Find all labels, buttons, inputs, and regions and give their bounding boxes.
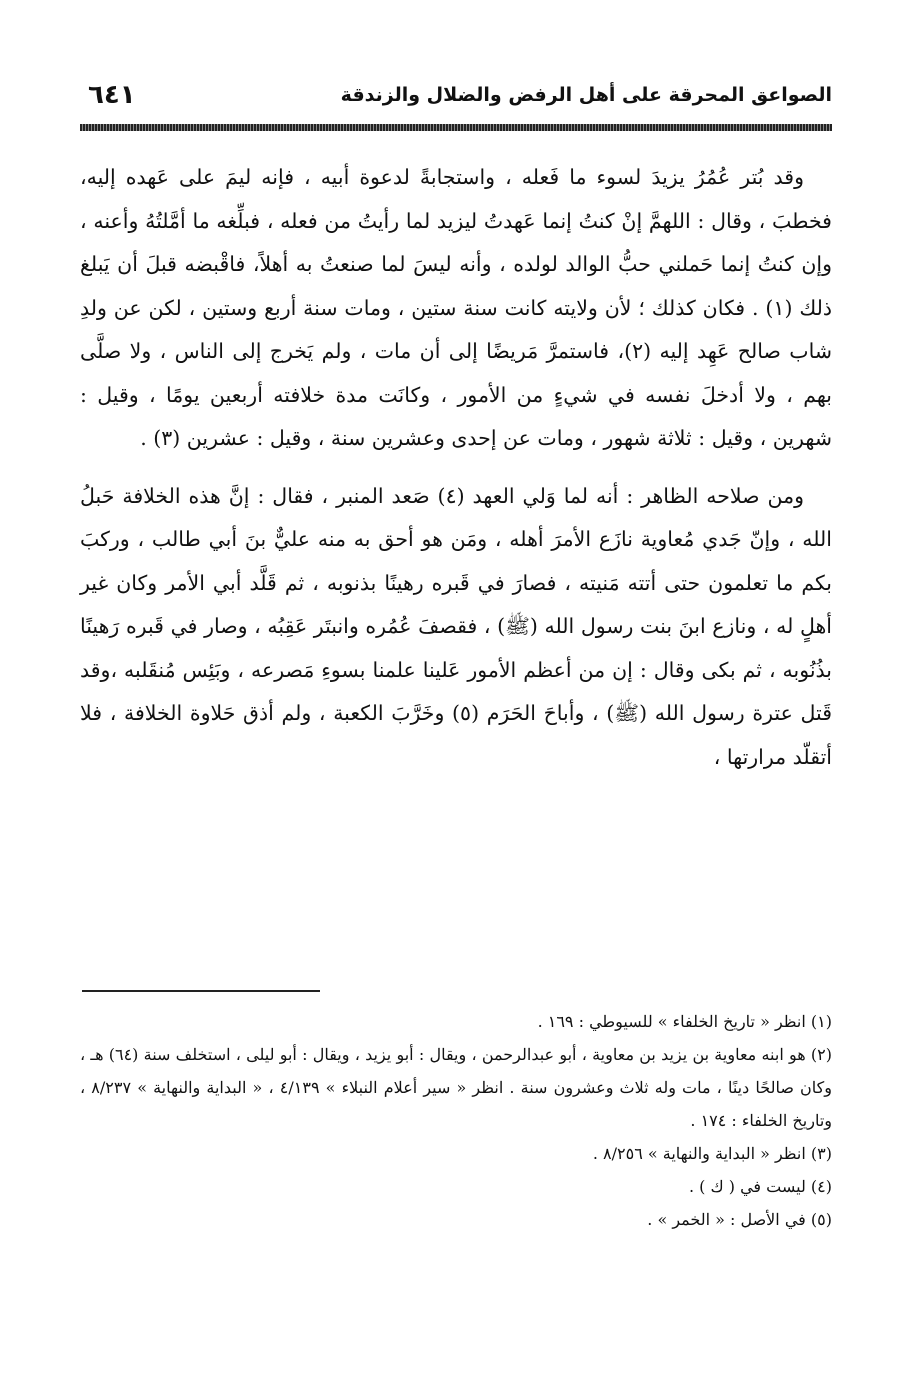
footnotes (80, 1005, 832, 1236)
paragraph: وقد بُتر عُمُرُ يزيدَ لسوء ما فَعله ، واستجابةً لدعوة أبيه ، فإنه ليمَ على عَهده إليه، فخطبَ ، وقال : اللهمَّ إنْ كنتُ إنما عَهدتُ ليزيد لما رأيتُ من فعله ، فبلِّغه ما أمَّلتُهُ وأعنه ، وإن كنتُ إنما حَملني حبُّ الوالد لولده ، وأنه ليسَ لما صنعتُ به أهلاً، فاقْبضه قبلَ أن يَبلغ ذلك (١) . فكان كذلك ؛ لأن ولايته كانت سنة ستين ، ومات سنة أربع وستين ، لكن عن ولدِ شاب صالح عَهِد إليه (٢)، فاستمرَّ مَريضًا إلى أن مات ، ولم يَخرج إلى الناس ، ولا صلَّى بهم ، ولا أدخلَ نفسه في شيءٍ من الأمور ، وكانَت مدة خلافته أربعين يومًا ، وقيل : شهرين ، وقيل : ثلاثة شهور ، ومات عن إحدى وعشرين سنة ، وقيل : عشرين (٣) . (80, 165, 832, 450)
footnote: (٣) انظر « البداية والنهاية » ٨/٢٥٦ . (592, 1144, 832, 1163)
footnote-separator (82, 990, 320, 992)
running-title: الصواعق المحرقة على أهل الرفض والضلال والزندقة (340, 84, 832, 106)
page-header (80, 70, 832, 118)
header-rule (80, 124, 832, 131)
footnote: (٤) ليست في ( ك ) . (688, 1177, 832, 1196)
book-page (80, 70, 833, 1229)
page-number: ٦٤١ (88, 80, 136, 110)
footnote: (٥) في الأصل : « الخمر » . (647, 1210, 832, 1229)
footnote: (٢) هو ابنه معاوية بن يزيد بن معاوية ، أبو عبدالرحمن ، ويقال : أبو يزيد ، ويقال : أبو ليلى ، استخلف سنة (٦٤) هـ ، وكان صالحًا دينًا ، مات وله ثلاث وعشرون سنة . انظر « سير أعلام النبلاء » ٤/١٣٩ ، « البداية والنهاية » ٨/٢٣٧ ، وتاريخ الخلفاء : ١٧٤ . (80, 1045, 833, 1130)
main-text (80, 156, 832, 789)
footnote: (١) انظر « تاريخ الخلفاء » للسيوطي : ١٦٩ . (537, 1012, 832, 1031)
paragraph: ومن صلاحه الظاهر : أنه لما وَلي العهد (٤) صَعد المنبر ، فقال : إنَّ هذه الخلافة حَبلُ الله ، وإنّ جَدي مُعاوية نازَع الأمرَ أهله ، ومَن هو أحق به منه عليٌّ بنَ أبي طالب ، وركبَ بكم ما تعلمون حتى أتته مَنيته ، فصارَ في قَبره رهينًا بذنوبه ، ثم قَلَّد أبي الأمر وكان غير أهلٍ له ، ونازع ابنَ بنت رسول الله (ﷺ) ، فقصفَ عُمُره وانبتَر عَقِبُه ، وصار في قَبره رَهينًا بذُنُوبه ، ثم بكى وقال : إن من أعظم الأمور عَلينا علمنا بسوءِ مَصرعه ، وبَئِس مُنقَلبه ،وقد قَتل عترة رسول الله (ﷺ) ، وأباحَ الحَرَم (٥) وخَرَّبَ الكعبة ، ولم أذق حَلاوة الخلافة ، فلا أتقلّد مرارتها ، (80, 483, 832, 769)
